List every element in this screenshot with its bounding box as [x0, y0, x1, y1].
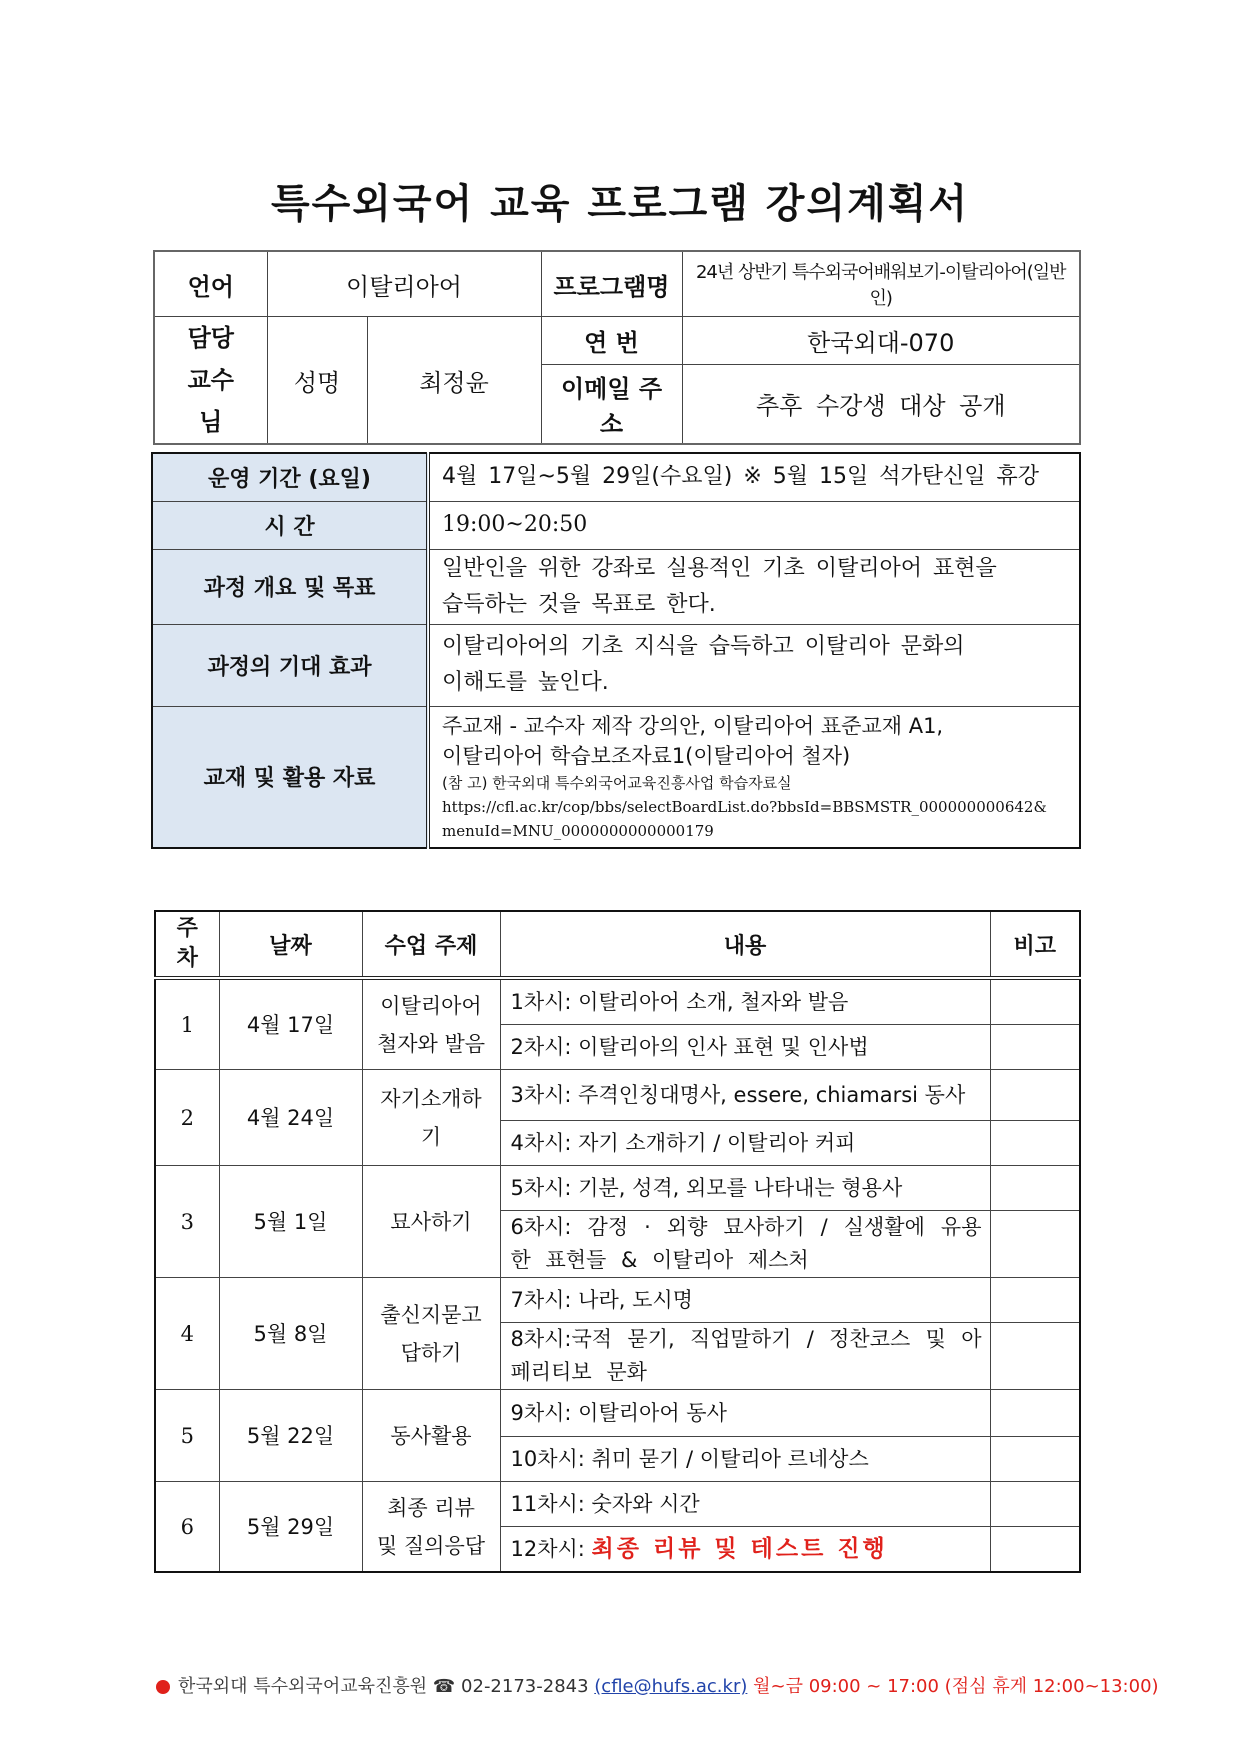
materials-url-line-2[interactable]: menuId=MNU_0000000000000179 [442, 821, 714, 840]
footer-org: 한국외대 특수외국어교육진흥원 [178, 1676, 428, 1697]
goal-line-1: 일반인을 위한 강좌로 실용적인 기초 이탈리아어 표현을 [442, 555, 997, 581]
materials-line-3: (참 고) 한국외대 특수외국어교육진흥사업 학습자료실 [442, 773, 792, 792]
table-row [155, 978, 1080, 1025]
language-label: 언어 [154, 251, 267, 317]
week-number: 5 [155, 1390, 219, 1482]
page-title: 특수외국어 교육 프로그램 강의계획서 [270, 181, 970, 227]
session-note [990, 1437, 1080, 1482]
session-note [990, 1527, 1080, 1573]
week-number: 4 [155, 1278, 219, 1390]
schedule-table [154, 910, 1081, 1573]
session-note [990, 1121, 1080, 1166]
final-review-highlight: 최종 리뷰 및 테스트 진행 [591, 1535, 888, 1562]
session-content: 10차시: 취미 묻기 / 이탈리아 르네상스 [500, 1437, 990, 1482]
header-note: 비고 [990, 911, 1080, 978]
table-row [155, 1390, 1080, 1437]
number-label: 연 번 [541, 317, 682, 365]
materials-value [428, 706, 1080, 848]
week-topic [362, 1278, 500, 1390]
week-topic: 자기소개하기 [362, 1070, 500, 1166]
professor-label-text: 담당 교수님 [187, 324, 234, 436]
program-value: 24년 상반기 특수외국어배워보기-이탈리아어(일반인) [682, 251, 1080, 317]
session-content: 9차시: 이탈리아어 동사 [500, 1390, 990, 1437]
period-label: 운영 기간 (요일) [152, 453, 428, 501]
overview-table [151, 452, 1081, 849]
week-topic: 묘사하기 [362, 1166, 500, 1278]
bullet-icon [156, 1680, 170, 1694]
header-content: 내용 [500, 911, 990, 978]
email-label: 이메일 주소 [541, 364, 682, 444]
number-value: 한국외대-070 [682, 317, 1080, 365]
week-number: 3 [155, 1166, 219, 1278]
effect-line-1: 이탈리아어의 기초 지식을 습득하고 이탈리아 문화의 [442, 634, 965, 659]
week-topic: 동사활용 [362, 1390, 500, 1482]
week-topic-line-1: 최종 리뷰 [387, 1495, 475, 1520]
session-note [990, 1323, 1080, 1390]
week-date: 5월 1일 [219, 1166, 362, 1278]
week-number: 6 [155, 1482, 219, 1573]
week-number: 1 [155, 978, 219, 1070]
name-value: 최정윤 [367, 317, 541, 445]
session-content: 3차시: 주격인칭대명사, essere, chiamarsi 동사 [500, 1070, 990, 1121]
week-date: 4월 17일 [219, 978, 362, 1070]
table-row [155, 1278, 1080, 1323]
footer-email-link[interactable]: (cfle@hufs.ac.kr) [594, 1676, 748, 1697]
materials-label: 교재 및 활용 자료 [152, 706, 428, 848]
session-note [990, 1211, 1080, 1278]
session-content: 4차시: 자기 소개하기 / 이탈리아 커피 [500, 1121, 990, 1166]
goal-line-2: 습득하는 것을 목표로 한다. [442, 591, 716, 617]
email-value: 추후 수강생 대상 공개 [682, 364, 1080, 444]
week-topic-line-2: 및 질의응답 [376, 1533, 486, 1558]
table-row [155, 1482, 1080, 1527]
week-date: 5월 8일 [219, 1278, 362, 1390]
week-topic [362, 978, 500, 1070]
week-topic-line-2: 철자와 발음 [376, 1031, 486, 1056]
session-content [500, 1527, 990, 1573]
session-content: 7차시: 나라, 도시명 [500, 1278, 990, 1323]
goal-label: 과정 개요 및 목표 [152, 549, 428, 624]
professor-label [154, 317, 267, 445]
week-topic-line-1: 출신지묻고 [380, 1302, 482, 1327]
footer-phone: ☎ 02-2173-2843 [432, 1676, 589, 1697]
info-table [153, 250, 1081, 445]
table-row [155, 1070, 1080, 1121]
header-date: 날짜 [219, 911, 362, 978]
language-value: 이탈리아어 [267, 251, 541, 317]
week-date: 5월 22일 [219, 1390, 362, 1482]
time-label: 시 간 [152, 501, 428, 549]
session-note [990, 1025, 1080, 1070]
materials-line-2: 이탈리아어 학습보조자료1(이탈리아어 철자) [442, 743, 851, 768]
session-content-prefix: 12차시: [510, 1536, 592, 1561]
header-week-text: 주차 [176, 916, 198, 971]
week-topic [362, 1482, 500, 1573]
week-topic-line-2: 답하기 [400, 1340, 462, 1365]
session-note [990, 1070, 1080, 1121]
session-note [990, 978, 1080, 1025]
program-label: 프로그램명 [541, 251, 682, 317]
period-value: 4월 17일~5월 29일(수요일) ※ 5월 15일 석가탄신일 휴강 [428, 453, 1080, 501]
session-content: 5차시: 기분, 성격, 외모를 나타내는 형용사 [500, 1166, 990, 1211]
session-content: 11차시: 숫자와 시간 [500, 1482, 990, 1527]
week-topic-line-1: 이탈리아어 [380, 993, 482, 1018]
header-week [155, 911, 219, 978]
week-date: 4월 24일 [219, 1070, 362, 1166]
goal-value [428, 549, 1080, 624]
week-number: 2 [155, 1070, 219, 1166]
session-content: 2차시: 이탈리아의 인사 표현 및 인사법 [500, 1025, 990, 1070]
effect-line-2: 이해도를 높인다. [442, 670, 609, 695]
week-date: 5월 29일 [219, 1482, 362, 1573]
materials-line-1: 주교재 - 교수자 제작 강의안, 이탈리아어 표준교재 A1, [442, 713, 944, 738]
effect-value [428, 624, 1080, 706]
footer [156, 1672, 1216, 1698]
session-note [990, 1482, 1080, 1527]
session-note [990, 1390, 1080, 1437]
session-note [990, 1278, 1080, 1323]
table-row [155, 1166, 1080, 1211]
session-content: 6차시: 감정 · 외향 묘사하기 / 실생활에 유용한 표현들 & 이탈리아 제스처 [500, 1211, 990, 1278]
materials-url-line-1[interactable]: https://cfl.ac.kr/cop/bbs/selectBoardList.do?bbsId=BBSMSTR_000000000642& [442, 797, 1047, 816]
time-value: 19:00~20:50 [428, 501, 1080, 549]
footer-hours: 월~금 09:00 ~ 17:00 (점심 휴게 12:00~13:00) [753, 1676, 1159, 1697]
header-topic: 수업 주제 [362, 911, 500, 978]
session-content: 1차시: 이탈리아어 소개, 철자와 발음 [500, 978, 990, 1025]
name-label: 성명 [267, 317, 367, 445]
session-content: 8차시:국적 묻기, 직업말하기 / 정찬코스 및 아페리티보 문화 [500, 1323, 990, 1390]
effect-label: 과정의 기대 효과 [152, 624, 428, 706]
session-note [990, 1166, 1080, 1211]
